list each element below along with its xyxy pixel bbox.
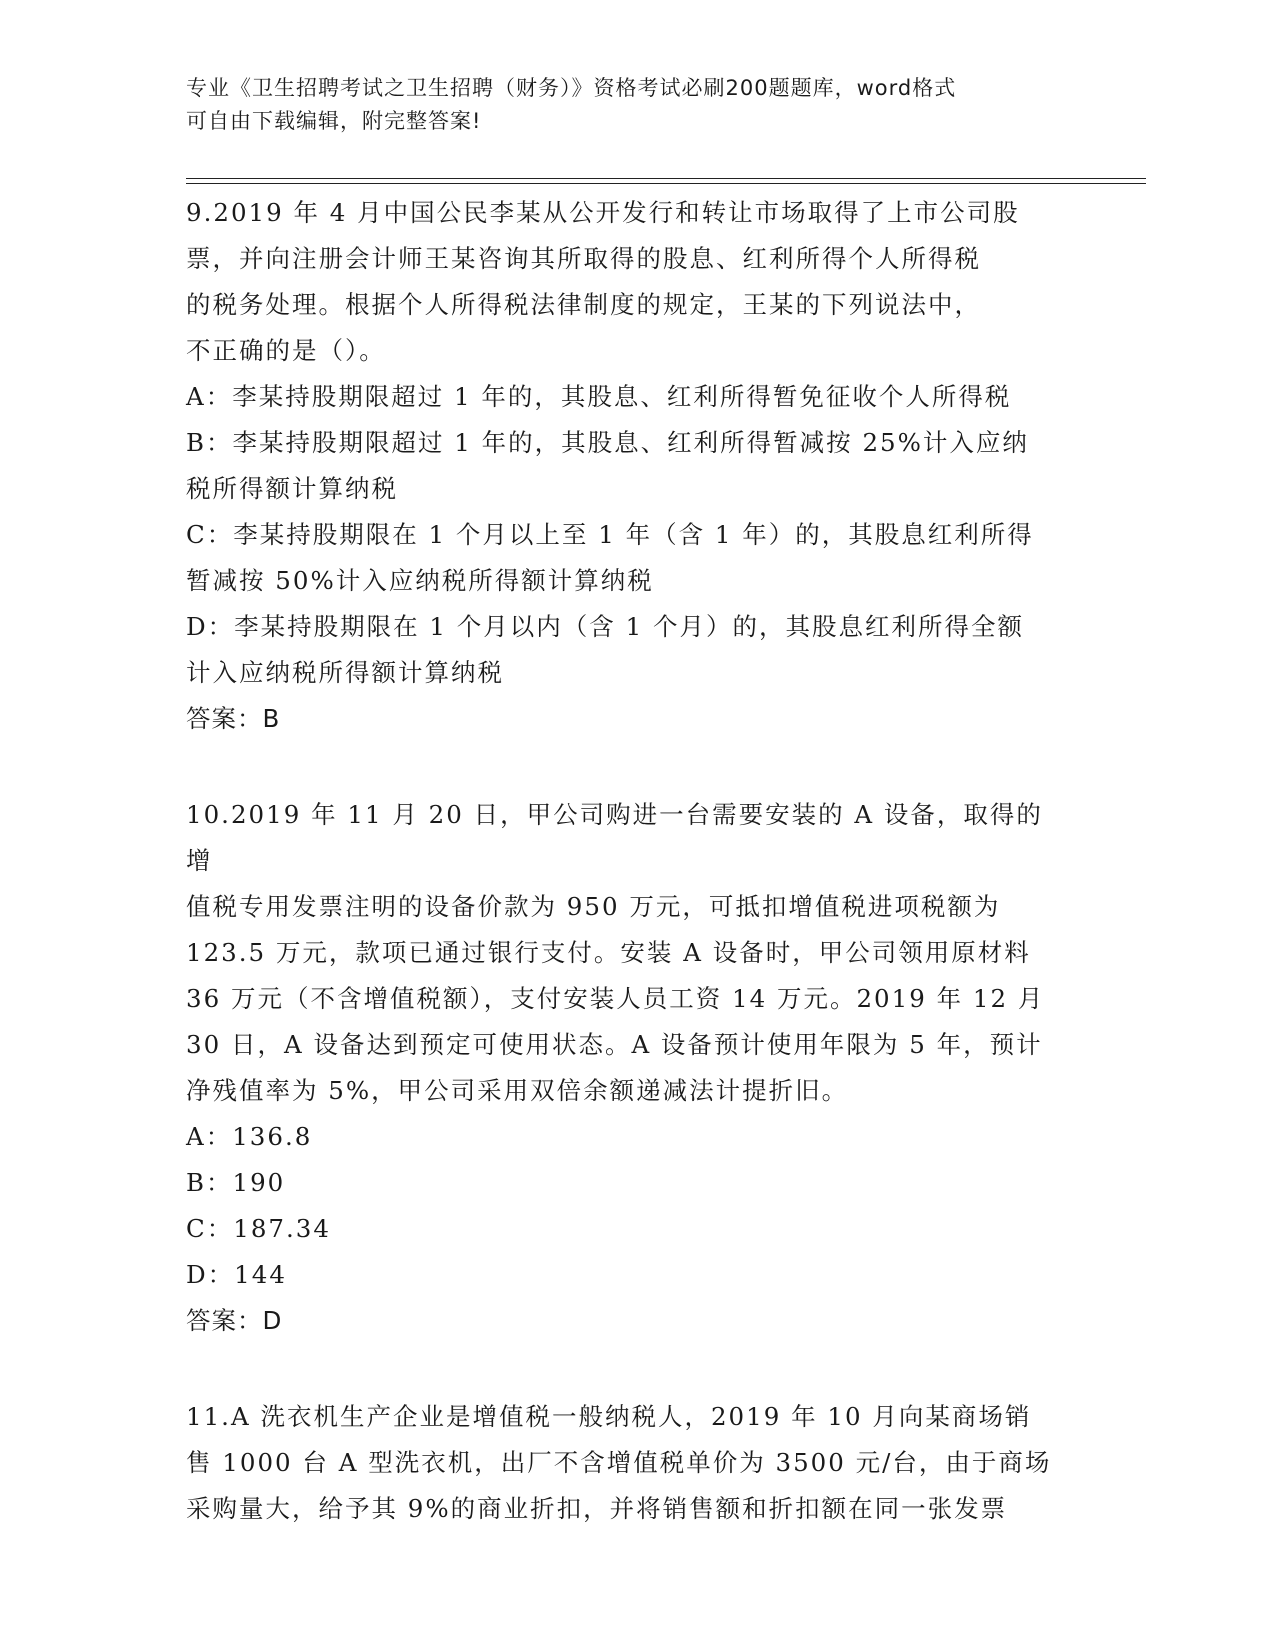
question-stem-line: 30 日，A 设备达到预定可使用状态。A 设备预计使用年限为 5 年，预计 <box>186 1030 1043 1059</box>
answer: 答案：B <box>186 704 281 733</box>
question-9 <box>186 190 1066 742</box>
question-stem-line: 售 1000 台 A 型洗衣机，出厂不含增值税单价为 3500 元/台，由于商场 <box>186 1448 1052 1477</box>
question-stem-line: 11.A 洗衣机生产企业是增值税一般纳税人，2019 年 10 月向某商场销 <box>186 1402 1032 1431</box>
question-stem-line: 的税务处理。根据个人所得税法律制度的规定，王某的下列说法中， <box>186 290 981 319</box>
option-c: C：李某持股期限在 1 个月以上至 1 年（含 1 年）的，其股息红利所得 <box>186 520 1034 549</box>
option-b-continued: 税所得额计算纳税 <box>186 474 398 503</box>
option-d-continued: 计入应纳税所得额计算纳税 <box>186 658 504 687</box>
question-stem-line: 净残值率为 5%，甲公司采用双倍余额递减法计提折旧。 <box>186 1076 849 1105</box>
question-stem-line: 123.5 万元，款项已通过银行支付。安装 A 设备时，甲公司领用原材料 <box>186 938 1031 967</box>
option-b: B：190 <box>186 1168 286 1197</box>
header-divider-bottom <box>186 183 1146 184</box>
question-stem-line: 采购量大，给予其 9%的商业折扣，并将销售额和折扣额在同一张发票 <box>186 1494 1008 1523</box>
question-list <box>186 190 1066 1582</box>
question-stem-line: 票，并向注册会计师王某咨询其所取得的股息、红利所得个人所得税 <box>186 244 981 273</box>
question-stem-line: 不正确的是（）。 <box>186 336 386 365</box>
header-divider-top <box>186 178 1146 179</box>
option-a: A：136.8 <box>186 1122 313 1151</box>
question-stem-line: 10.2019 年 11 月 20 日，甲公司购进一台需要安装的 A 设备，取得的增 <box>186 800 1043 875</box>
answer: 答案：D <box>186 1306 283 1335</box>
option-c-continued: 暂减按 50%计入应纳税所得额计算纳税 <box>186 566 654 595</box>
header-line-2: 可自由下载编辑，附完整答案! <box>186 109 482 133</box>
question-11 <box>186 1394 1066 1532</box>
question-stem-line: 9.2019 年 4 月中国公民李某从公开发行和转让市场取得了上市公司股 <box>186 198 1020 227</box>
option-d: D：李某持股期限在 1 个月以内（含 1 个月）的，其股息红利所得全额 <box>186 612 1024 641</box>
question-stem-line: 值税专用发票注明的设备价款为 950 万元，可抵扣增值税进项税额为 <box>186 892 1001 921</box>
option-a: A：李某持股期限超过 1 年的，其股息、红利所得暂免征收个人所得税 <box>186 382 1012 411</box>
option-d: D：144 <box>186 1260 287 1289</box>
question-10 <box>186 792 1066 1344</box>
header-line-1: 专业《卫生招聘考试之卫生招聘（财务）》资格考试必刷200题题库，word格式 <box>186 76 957 100</box>
option-b: B：李某持股期限超过 1 年的，其股息、红利所得暂减按 25%计入应纳 <box>186 428 1029 457</box>
question-stem-line: 36 万元（不含增值税额），支付安装人员工资 14 万元。2019 年 12 月 <box>186 984 1045 1013</box>
option-c: C：187.34 <box>186 1214 331 1243</box>
document-header <box>186 72 1066 138</box>
